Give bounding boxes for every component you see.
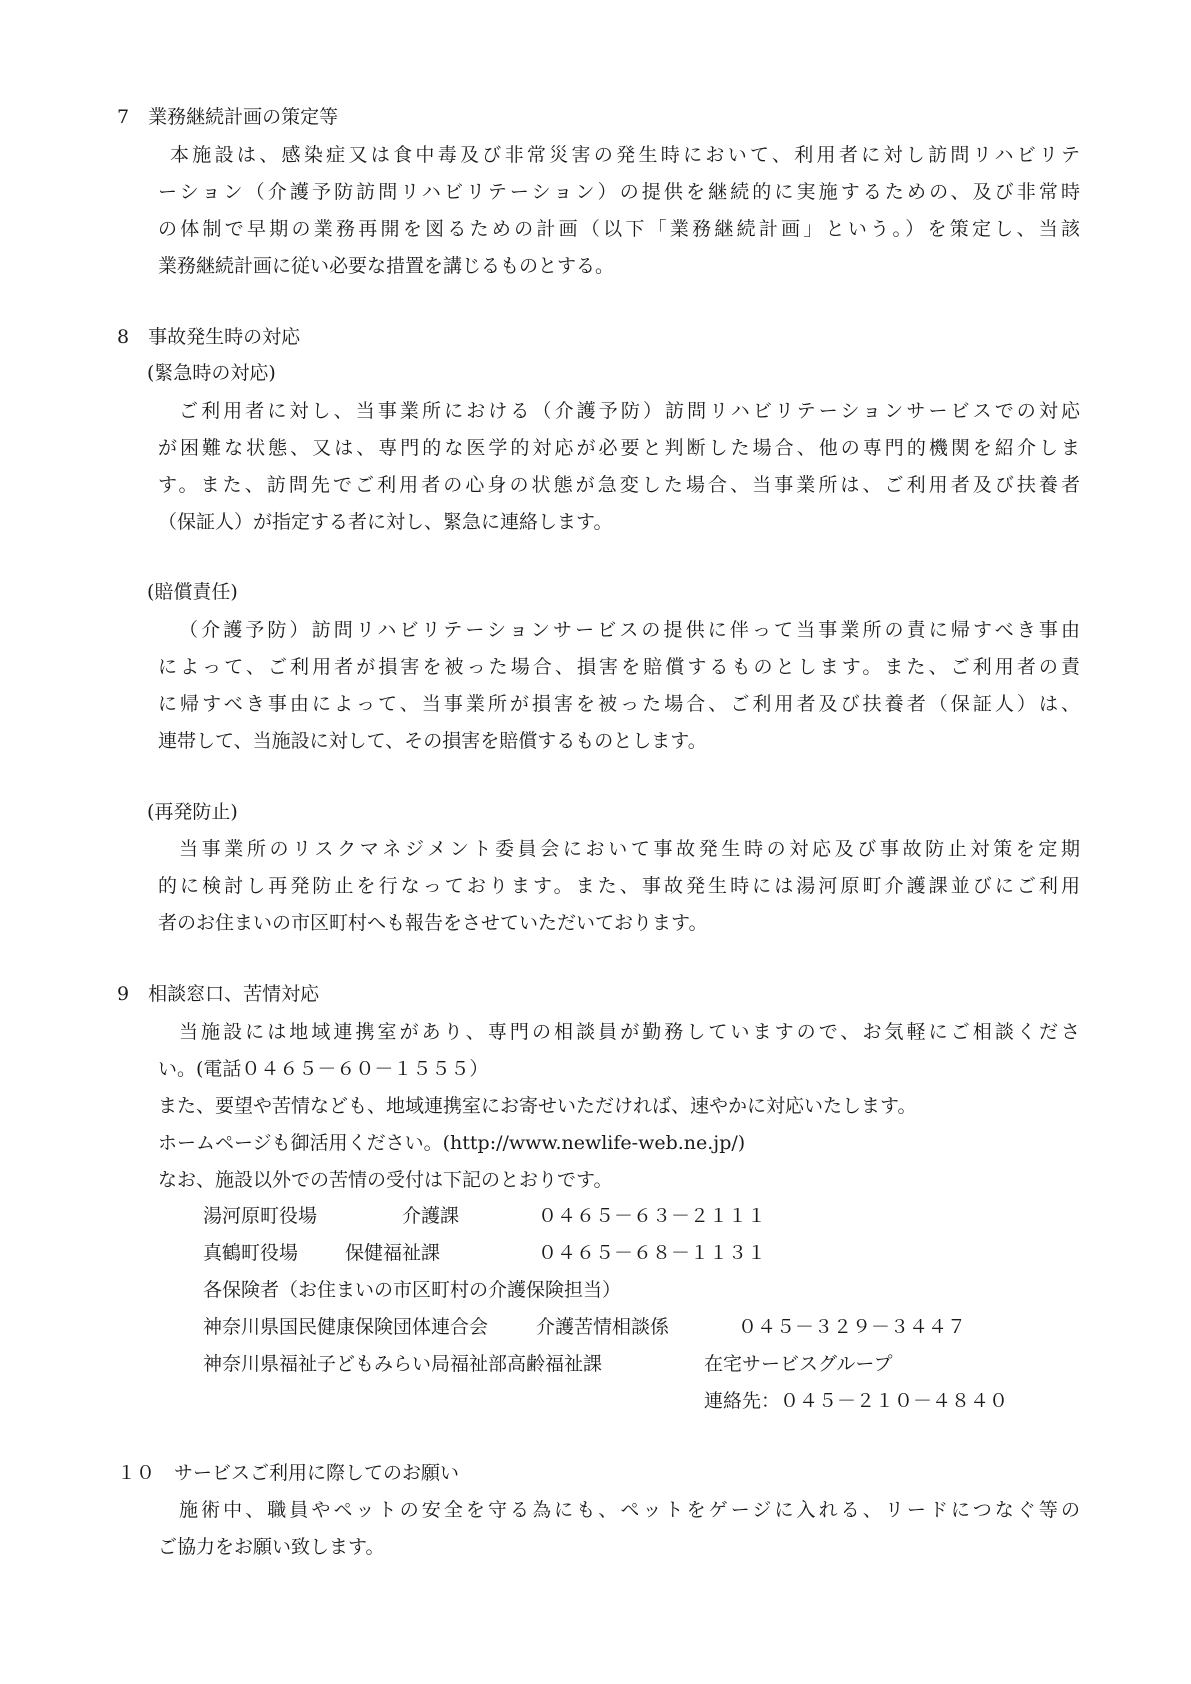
emergency-paragraph-line: ご利用者に対し、当事業所における（介護予防）訪問リハビリテーションサービスでの対応: [179, 400, 1080, 422]
section-7-heading: 7 業務継続計画の策定等: [117, 106, 339, 128]
prefecture-row: [0, 1351, 1191, 1377]
section-7-paragraph-line: ーション（介護予防訪問リハビリテーション）の提供を継続的に実施するための、及び非常時: [158, 181, 1080, 203]
emergency-paragraph-line: が困難な状態、又は、専門的な医学的対応が必要と判断した場合、他の専門的機関を紹介しま: [158, 437, 1080, 459]
insurer-line: 各保険者（お住まいの市区町村の介護保険担当）: [203, 1279, 622, 1301]
liability-subheading: (賠償責任): [147, 581, 238, 603]
homepage-line: ホームページも御活用ください。(http://www.newlife-web.ne.jp/): [158, 1132, 746, 1154]
contact-dept: 介護課: [402, 1205, 460, 1227]
section-9-heading: 9 相談窓口、苦情対応: [117, 983, 320, 1005]
section-10-paragraph-line: 施術中、職員やペットの安全を守る為にも、ペットをゲージに入れる、リードにつなぐ等の: [179, 1499, 1080, 1521]
emergency-paragraph-line: す。また、訪問先でご利用者の心身の状態が急変した場合、当事業所は、ご利用者及び扶養者: [158, 474, 1080, 496]
prevention-paragraph-line: 的に検討し再発防止を行なっております。また、事故発生時には湯河原町介護課並びにご利用: [158, 875, 1080, 897]
emergency-subheading: (緊急時の対応): [147, 362, 276, 384]
section-9-paragraph-line: なお、施設以外での苦情の受付は下記のとおりです。: [158, 1169, 613, 1191]
prefecture-contact: 連絡先：０４５－２１０－４８４０: [704, 1390, 1009, 1412]
prevention-paragraph-line: 当事業所のリスクマネジメント委員会において事故発生時の対応及び事故防止対策を定期: [179, 838, 1080, 860]
liability-paragraph-line: に帰すべき事由によって、当事業所が損害を被った場合、ご利用者及び扶養者（保証人）は、: [158, 693, 1080, 715]
prevention-paragraph-line: 者のお住まいの市区町村へも報告をさせていただいております。: [158, 912, 708, 934]
section-7-paragraph-line: の体制で早期の業務再開を図るための計画（以下「業務継続計画」という。）を策定し、当該: [158, 218, 1080, 240]
prefecture-name: 神奈川県福祉子どもみらい局福祉部高齢福祉課: [203, 1353, 603, 1375]
federation-row: [0, 1314, 1191, 1340]
section-7-paragraph-line: 本施設は、感染症又は食中毒及び非常災害の発生時において、利用者に対し訪問リハビリテ: [170, 144, 1080, 166]
section-10-heading: １０ サービスご利用に際してのお願い: [117, 1462, 460, 1484]
section-10-paragraph-line: ご協力をお願い致します。: [158, 1536, 385, 1558]
section-9-paragraph-line: 当施設には地域連携室があり、専門の相談員が勤務していますので、お気軽にご相談くださ: [179, 1021, 1080, 1043]
liability-paragraph-line: 連帯して、当施設に対して、その損害を賠償するものとします。: [158, 730, 707, 752]
contact-row: [0, 1203, 1191, 1229]
emergency-paragraph-line: （保証人）が指定する者に対し、緊急に連絡します。: [158, 511, 613, 533]
federation-phone: ０４５－３２９－３４４７: [738, 1316, 967, 1338]
section-8-heading: 8 事故発生時の対応: [117, 326, 301, 348]
contact-row: [0, 1240, 1191, 1266]
contact-phone: ０４６５－６３－２１１１: [538, 1205, 767, 1227]
liability-paragraph-line: によって、ご利用者が損害を被った場合、損害を賠償するものとします。また、ご利用者の責: [158, 656, 1080, 678]
contact-name: 湯河原町役場: [203, 1205, 318, 1227]
contact-name: 真鶴町役場: [203, 1242, 299, 1264]
contact-phone: ０４６５－６８－１１３１: [538, 1242, 767, 1264]
prefecture-dept: 在宅サービスグループ: [704, 1353, 893, 1375]
contact-dept: 保健福祉課: [345, 1242, 441, 1264]
liability-paragraph-line: （介護予防）訪問リハビリテーションサービスの提供に伴って当事業所の責に帰すべき事由: [179, 619, 1080, 641]
phone-line: い。(電話０４６５－６０－１５５５）: [158, 1058, 489, 1080]
federation-dept: 介護苦情相談係: [536, 1316, 670, 1338]
prevention-subheading: (再発防止): [147, 801, 238, 823]
federation-name: 神奈川県国民健康保険団体連合会: [203, 1316, 489, 1338]
section-9-paragraph-line: また、要望や苦情なども、地域連携室にお寄せいただければ、速やかに対応いたします。: [158, 1095, 917, 1117]
section-7-paragraph-line: 業務継続計画に従い必要な措置を講じるものとする。: [158, 255, 615, 277]
